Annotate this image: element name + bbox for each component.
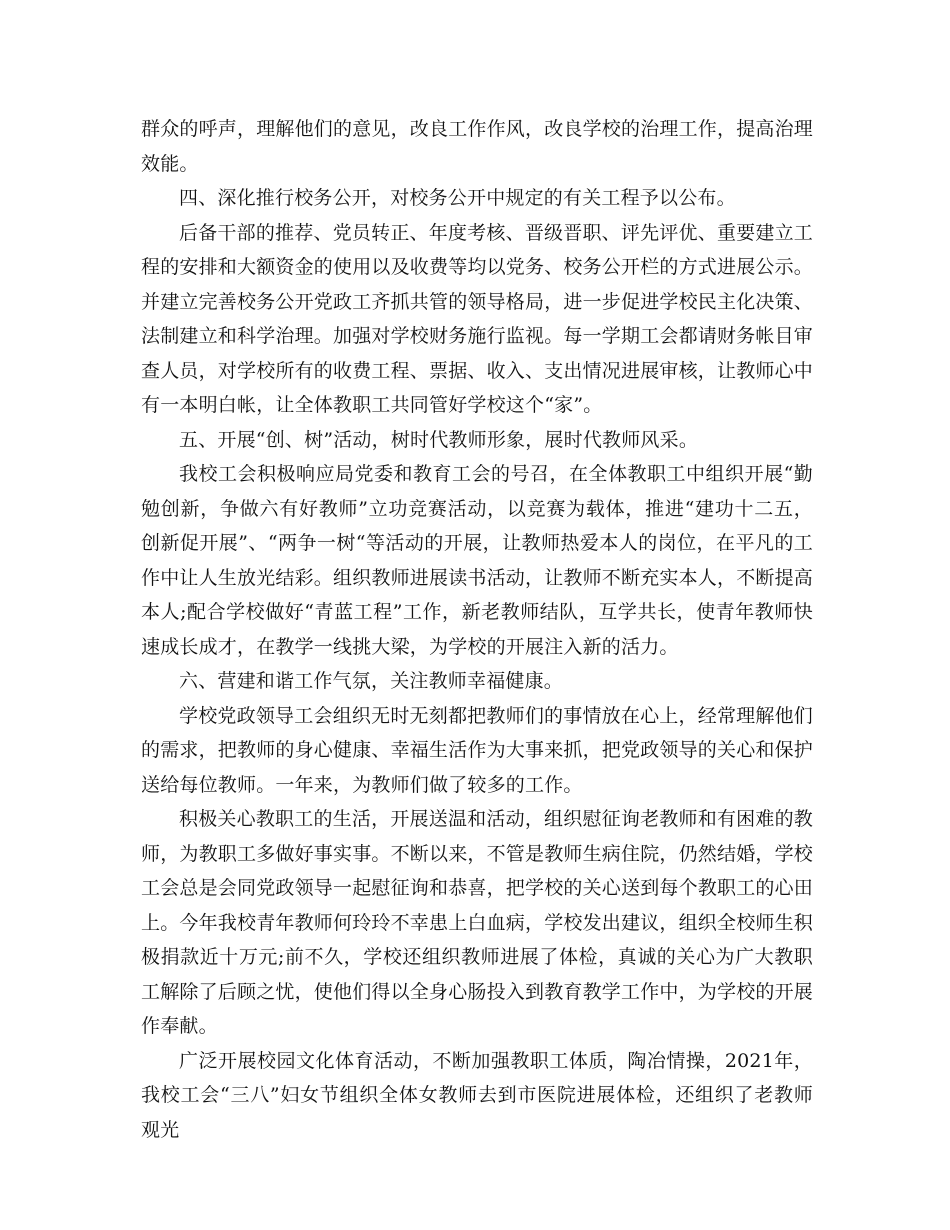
paragraph: 积极关心教职工的生活，开展送温和活动，组织慰征询老教师和有困难的教师，为教职工多做好事实事。不断以来，不管是教师生病住院，仍然结婚，学校工会总是会同党政领导一起慰征询和恭喜，把学校的关心送到每个教职工的心田上。今年我校青年教师何玲玲不幸患上白血病，学校发出建议，组织全校师生积极捐款近十万元;前不久，学校还组织教师进展了体检，真诚的关心为广大教职工解除了后顾之忧，使他们得以全身心肠投入到教育教学工作中，为学校的开展作奉献。 [141, 808, 814, 1037]
section-heading-6: 六、营建和谐工作气氛，关注教师幸福健康。 [179, 670, 564, 692]
paragraph: 群众的呼声，理解他们的意见，改良工作作风，改良学校的治理工作，提高治理效能。 [141, 118, 814, 175]
section-heading-4: 四、深化推行校务公开，对校务公开中规定的有关工程予以公布。 [179, 187, 736, 209]
document-body [141, 112, 813, 1147]
paragraph: 我校工会积极响应局党委和教育工会的号召，在全体教职工中组织开展“勤勉创新，争做六有好教师”立功竞赛活动，以竞赛为载体，推进“建功十二五，创新促开展”、“两争一树“等活动的开展，让教师热爱本人的岗位，在平凡的工作中让人生放光结彩。组织教师进展读书活动，让教师不断充实本人，不断提高本人;配合学校做好“青蓝工程”工作，新老教师结队，互学共长，使青年教师快速成长成才，在教学一线挑大梁，为学校的开展注入新的活力。 [141, 463, 814, 658]
section-heading-5: 五、开展“创、树”活动，树时代教师形象，展时代教师风采。 [179, 428, 699, 451]
paragraph: 后备干部的推荐、党员转正、年度考核、晋级晋职、评先评优、重要建立工程的安排和大额资金的使用以及收费等均以党务、校务公开栏的方式进展公示。并建立完善校务公开党政工齐抓共管的领导格局，进一步促进学校民主化决策、法制建立和科学治理。加强对学校财务施行监视。每一学期工会都请财务帐目审查人员，对学校所有的收费工程、票据、收入、支出情况进展审核，让教师心中有一本明白帐，让全体教职工共同管好学校这个“家”。 [141, 221, 814, 416]
paragraph: 广泛开展校园文化体育活动，不断加强教职工体质，陶冶情操，2021年，我校工会“三八”妇女节组织全体女教师去到市医院进展体检，还组织了老教师观光 [141, 1049, 813, 1141]
paragraph: 学校党政领导工会组织无时无刻都把教师们的事情放在心上，经常理解他们的需求，把教师的身心健康、幸福生活作为大事来抓，把党政领导的关心和保护送给每位教师。一年来，为教师们做了较多的工作。 [141, 704, 814, 796]
